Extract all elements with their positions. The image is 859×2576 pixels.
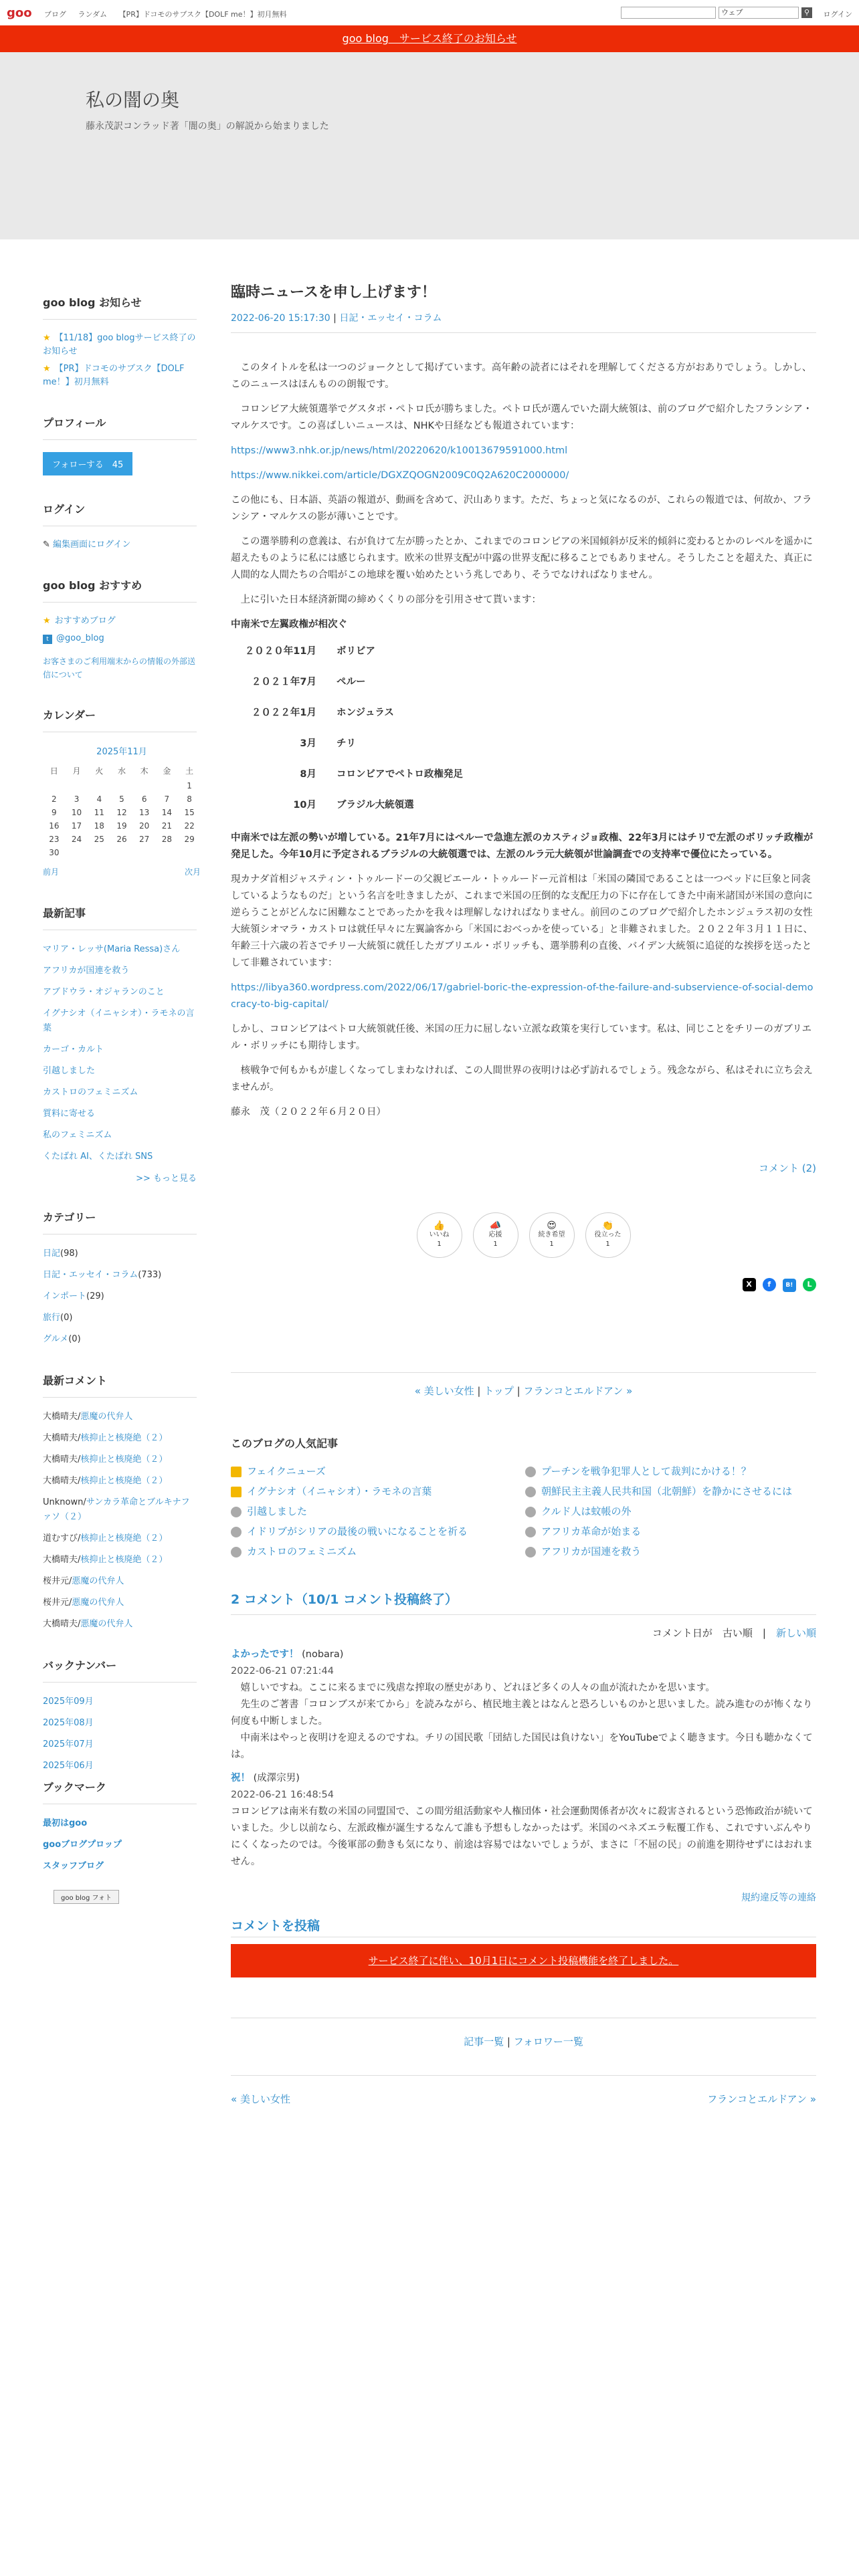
category-name[interactable]: グルメ xyxy=(43,1334,69,1344)
post-subhead: 中南米で左翼政権が相次ぐ xyxy=(231,619,347,630)
calendar-day xyxy=(88,846,110,859)
footer-post-nav xyxy=(231,2075,816,2112)
calendar-day xyxy=(178,846,201,859)
prev-post-link[interactable]: « 美しい女性 xyxy=(414,1385,474,1397)
category-item[interactable] xyxy=(43,1289,197,1304)
recommend-widget xyxy=(43,577,197,681)
nav-random-link[interactable]: ランダム xyxy=(78,10,108,19)
megaphone-icon: 📣 xyxy=(489,1220,502,1231)
comment-text: 嬉しいですね。ここに来るまでに残虐な搾取の歴史があり、どれほど多くの人々の血が流れたかを思います。 先生のご著書「コロンブスが来てから」を読みながら、植民地主義とはなんと恐ろしいものかと思いました。読み進むのが怖くなり何度も中断しました。 中南米はやっと夜明けを迎えるのですね。チリの国民歌「団結した国民は負けない」をYouTubeでよく聴きます。今日も聴かなくては。 xyxy=(231,1683,813,1760)
post-list-link[interactable]: 記事一覧 xyxy=(464,2036,504,2048)
news-item[interactable]: ★ 【11/18】goo blogサービス終了のお知らせ xyxy=(43,332,197,358)
post-body xyxy=(231,360,816,1121)
backnumber-link[interactable]: 2025年08月 xyxy=(43,1718,94,1728)
comment-post-link[interactable]: 悪魔の代弁人 xyxy=(80,1619,133,1629)
clap-icon: 👏 xyxy=(601,1220,614,1231)
calendar-day[interactable]: 14 xyxy=(161,808,172,817)
calendar-day[interactable]: 17 xyxy=(71,821,82,831)
goo-logo[interactable]: goo xyxy=(7,6,32,20)
search-scope-select[interactable]: ウェブ xyxy=(719,7,799,19)
recent-post-link[interactable]: アフリカが国連を救う xyxy=(43,966,130,976)
timeline-event: コロンビアでペトロ政権発足 xyxy=(337,769,463,780)
bookmark-link[interactable]: gooブログプロップ xyxy=(43,1840,122,1850)
calendar-day xyxy=(133,846,156,859)
comment-author: 大橋晴夫/ xyxy=(43,1433,81,1443)
comment-author: (成澤宗男) xyxy=(253,1773,300,1784)
comment-date: 2022-06-21 16:48:54 xyxy=(231,1790,334,1800)
calendar-nav xyxy=(43,866,201,879)
category-name[interactable]: 旅行 xyxy=(43,1313,61,1323)
calendar-day xyxy=(156,846,179,859)
profile-widget xyxy=(43,415,197,475)
timeline-row xyxy=(231,636,816,667)
calendar-day[interactable]: 1 xyxy=(187,781,192,790)
x-icon: t xyxy=(43,635,52,644)
backnumber-widget xyxy=(43,1657,197,1771)
comment-post-link[interactable]: 悪魔の代弁人 xyxy=(72,1576,124,1586)
news-widget xyxy=(43,294,197,389)
category-item[interactable] xyxy=(43,1268,197,1283)
reaction-count: 1 xyxy=(493,1241,498,1248)
service-end-link[interactable]: goo blog サービス終了のお知らせ xyxy=(342,32,517,45)
calendar-weekday: 月 xyxy=(72,766,81,776)
reaction-button[interactable] xyxy=(417,1212,462,1258)
comment-author: 大橋晴夫/ xyxy=(43,1555,81,1565)
recent-comment xyxy=(43,1596,197,1610)
calendar-day xyxy=(133,779,156,792)
reaction-count: 1 xyxy=(605,1241,610,1248)
nav-pr-link[interactable]: 【PR】ドコモのサブスク【DOLF me！】初月無料 xyxy=(118,10,287,19)
facebook-share-icon[interactable]: f xyxy=(763,1278,776,1291)
goo-blog-photo-button[interactable]: goo blog フォト xyxy=(54,1890,119,1904)
comment-closed-banner xyxy=(231,1944,816,1977)
external-info-link[interactable]: お客さまのご利用端末からの情報の外部送信について xyxy=(43,657,196,679)
comments-heading: 2 コメント（10/1 コメント投稿終了） xyxy=(231,1592,458,1607)
post-paragraph: この他にも、日本語、英語の報道が、動画を含めて、沢山あります。ただ、ちょっと気になるのが、これらの報道では、何故か、フランシア・マルケスの影が薄いことです。 xyxy=(231,495,812,522)
recent-post-link[interactable]: 私のフェミニズム xyxy=(43,1130,112,1140)
report-link[interactable]: 規約違反等の連絡 xyxy=(741,1893,816,1903)
post-comment-title: コメントを投稿 xyxy=(231,1916,816,1937)
libya360-link[interactable]: https://libya360.wordpress.com/2022/06/17/gabriel-boric-the-expression-of-the-failure-and-subservience-of-social-democracy-to-big-capital/ xyxy=(231,982,814,1010)
backnumber-link[interactable]: 2025年09月 xyxy=(43,1697,94,1707)
category-count: (733) xyxy=(138,1270,162,1280)
edit-login-link[interactable]: 編集画面にログイン xyxy=(53,540,131,550)
footer-prev-link[interactable]: « 美しい女性 xyxy=(231,2093,290,2105)
hatena-share-icon[interactable]: B! xyxy=(783,1279,796,1292)
timeline-date: 3月 xyxy=(300,738,316,749)
post-meta: 2022-06-20 15:17:30 | 日記・エッセイ・コラム xyxy=(231,313,442,324)
calendar-day xyxy=(43,779,66,792)
login-link[interactable]: ログイン xyxy=(823,10,852,19)
calendar-day[interactable]: 21 xyxy=(161,821,172,831)
search-input[interactable] xyxy=(621,7,716,19)
line-share-icon[interactable]: L xyxy=(803,1278,816,1291)
top-search xyxy=(621,7,812,19)
share-buttons xyxy=(231,1278,816,1292)
calendar-day[interactable]: 11 xyxy=(94,808,104,817)
comment-author: (nobara) xyxy=(302,1649,344,1660)
post-paragraph: 核戦争で何もかもが虚しくなってしまわなければ、この人間世界の夜明けは必ず訪れるでしょう。残念ながら、私はそれに立ち会えませんが。 xyxy=(231,1065,813,1093)
comment-post-link[interactable]: 悪魔の代弁人 xyxy=(80,1412,133,1422)
sort-new-link[interactable]: 新しい順 xyxy=(775,1627,816,1639)
timeline-row xyxy=(231,667,816,697)
calendar-day[interactable]: 26 xyxy=(116,835,127,844)
category-count: (29) xyxy=(86,1291,104,1301)
timeline xyxy=(231,636,816,821)
timeline-event: ボリビア xyxy=(337,646,375,657)
reaction-button[interactable] xyxy=(529,1212,575,1258)
comment-post-link[interactable]: 核抑止と核廃絶（２） xyxy=(80,1555,168,1565)
popular-post-link[interactable]: イグナシオ（イニャシオ）・ラモネの言葉 xyxy=(231,1484,432,1498)
comment-item xyxy=(231,1770,816,1870)
timeline-row xyxy=(231,728,816,759)
comment-author: 桜井元/ xyxy=(43,1598,72,1608)
recent-post-link[interactable]: カストロのフェミニズム xyxy=(43,1087,138,1097)
comment-post-link[interactable]: 核抑止と核廃絶（２） xyxy=(80,1533,168,1543)
login-widget xyxy=(43,501,197,552)
timeline-event: ホンジュラス xyxy=(337,708,394,718)
popular-post-link[interactable]: 朝鮮民主主義人民共和国（北朝鮮）を静かにさせるには xyxy=(525,1484,792,1498)
popular-post-link[interactable]: イドリブがシリアの最後の戦いになることを祈る xyxy=(231,1524,468,1538)
comments-widget-title: 最新コメント xyxy=(43,1372,197,1398)
comment-author: 桜井元/ xyxy=(43,1576,72,1586)
reaction-label: いいね xyxy=(429,1231,450,1239)
footer-links: 記事一覧 | フォロワー一覧 xyxy=(231,2018,816,2048)
comment-post-link[interactable]: サンカラ革命とブルキナファソ（２） xyxy=(43,1497,190,1522)
category-item[interactable] xyxy=(43,1247,197,1261)
post-signature: 藤永 茂（２０２２年６月２０日） xyxy=(231,1107,386,1117)
recommend-item[interactable]: t @goo_blog xyxy=(43,632,197,645)
post-paragraph: この選挙勝利の意義は、右が負けて左が勝ったとか、これまでのコロンビアの米国傾斜が反米的傾斜に変わるとかのレベルを遥かに超えたものように私には感じられます。欧米の世界支配が中露の世界支配に移ることでもありません。そうしたことを超えた、真正に人間的な人間たちの合唱がこの地球を覆い始めたという兆しであり、そうでなければなりません。 xyxy=(231,536,813,580)
post-navigation: « 美しい女性 | トップ | フランコとエルドアン » xyxy=(231,1372,816,1398)
calendar-day[interactable]: 12 xyxy=(116,808,127,817)
x-share-icon[interactable]: X xyxy=(743,1278,756,1291)
edit-login-item[interactable] xyxy=(43,538,197,552)
calendar-day[interactable]: 22 xyxy=(184,821,195,831)
calendar-day[interactable]: 24 xyxy=(71,835,82,844)
comment-item xyxy=(231,1646,816,1763)
bookmark-link[interactable]: 最初はgoo xyxy=(43,1818,88,1828)
timeline-row xyxy=(231,759,816,790)
recent-post-link[interactable]: マリア・レッサ(Maria Ressa)さん xyxy=(43,944,181,954)
calendar-day[interactable]: 4 xyxy=(96,794,102,804)
next-post-link[interactable]: フランコとエルドアン » xyxy=(523,1385,633,1397)
calendar-day[interactable]: 23 xyxy=(49,835,60,844)
category-count: (0) xyxy=(60,1313,73,1323)
reaction-row xyxy=(231,1212,816,1258)
nhk-link[interactable]: https://www3.nhk.or.jp/news/html/20220620/k10013679591000.html xyxy=(231,445,568,456)
popular-posts xyxy=(231,1435,816,1558)
timeline-date: ２０２１年7月 xyxy=(251,677,316,687)
top-bar xyxy=(0,0,859,26)
comment-post-link[interactable]: 核抑止と核廃絶（２） xyxy=(80,1433,168,1443)
calendar-weekday: 水 xyxy=(117,766,126,776)
recent-comment xyxy=(43,1574,197,1589)
calendar-month[interactable]: 2025年11月 xyxy=(96,747,147,757)
news-widget-title: goo blog お知らせ xyxy=(43,294,197,320)
calendar-day[interactable]: 25 xyxy=(94,835,104,844)
comment-date: 2022-06-21 07:21:44 xyxy=(231,1666,334,1677)
calendar-day[interactable]: 8 xyxy=(187,794,192,804)
recent-post-link[interactable]: カーゴ・カルト xyxy=(43,1045,104,1055)
comment-post-link[interactable]: 核抑止と核廃絶（２） xyxy=(80,1455,168,1465)
calendar-widget-title: カレンダー xyxy=(43,707,197,732)
timeline-row xyxy=(231,697,816,728)
comments-widget xyxy=(43,1372,197,1632)
comment-author: 大橋晴夫/ xyxy=(43,1476,81,1486)
search-icon[interactable]: ⚲ xyxy=(801,7,812,18)
backnumber-widget-title: バックナンバー xyxy=(43,1657,197,1683)
recent-more-link[interactable]: >> もっと見る xyxy=(136,1174,197,1184)
nikkei-link[interactable]: https://www.nikkei.com/article/DGXZQOGN2009C0Q2A620C2000000/ xyxy=(231,470,569,481)
bookmark-link[interactable]: スタッフブログ xyxy=(43,1861,104,1871)
calendar-day[interactable]: 30 xyxy=(49,848,60,857)
calendar-day[interactable]: 29 xyxy=(184,835,195,844)
nav-blog-link[interactable]: ブログ xyxy=(44,10,66,19)
calendar-day[interactable]: 3 xyxy=(74,794,80,804)
timeline-date: 10月 xyxy=(293,800,316,811)
category-count: (0) xyxy=(68,1334,81,1344)
recent-comment xyxy=(43,1410,197,1424)
reaction-label: 続き希望 xyxy=(538,1231,565,1239)
news-item[interactable]: ★ 【PR】ドコモのサブスク【DOLF me！】初月無料 xyxy=(43,362,197,389)
thumbs-up-icon: 👍 xyxy=(433,1220,446,1231)
heart-eyes-icon: 😍 xyxy=(547,1220,557,1231)
post-date[interactable]: 2022-06-20 15:17:30 xyxy=(231,313,330,324)
comment-count-link[interactable]: コメント (2) xyxy=(758,1162,816,1174)
comment-title[interactable]: よかったです！ xyxy=(231,1649,299,1660)
popular-post-link[interactable]: 引越しました xyxy=(231,1504,307,1518)
timeline-row xyxy=(231,790,816,821)
comment-author: 大橋晴夫/ xyxy=(43,1455,81,1465)
calendar-table xyxy=(43,762,201,859)
calendar-day[interactable]: 27 xyxy=(139,835,150,844)
recent-comment xyxy=(43,1431,197,1446)
calendar-widget xyxy=(43,707,201,879)
recent-post-link[interactable]: くたばれ AI、くたばれ SNS xyxy=(43,1152,153,1162)
reaction-label: 応援 xyxy=(488,1231,502,1239)
category-widget xyxy=(43,1209,197,1347)
calendar-day xyxy=(156,779,179,792)
calendar-day[interactable]: 13 xyxy=(139,808,150,817)
popular-post-link[interactable]: アフリカが国連を救う xyxy=(525,1544,641,1558)
post-paragraph: 上に引いた日本経済新聞の締めくくりの部分を引用させて貰います： xyxy=(231,595,541,605)
follow-button[interactable]: フォローする 45 xyxy=(43,452,132,475)
profile-widget-title: プロフィール xyxy=(43,415,197,440)
reaction-button[interactable] xyxy=(585,1212,631,1258)
timeline-event: チリ xyxy=(337,738,356,749)
calendar-day[interactable]: 18 xyxy=(94,821,104,831)
footer-next-link[interactable]: フランコとエルドアン » xyxy=(707,2093,816,2105)
post-paragraph: コロンビア大統領選挙でグスタボ・ペトロ氏が勝ちました。ペトロ氏が選んでいた副大統領は、前のブログで紹介したフランシア・マルケスです。この喜ばしいニュースは、NHKや日経なども報道されています： xyxy=(231,404,813,431)
popular-post-link[interactable]: プーチンを戦争犯罪人として裁判にかける！？ xyxy=(525,1464,751,1478)
bookmark-widget-title: ブックマーク xyxy=(43,1779,197,1804)
top-link[interactable]: トップ xyxy=(484,1385,514,1397)
timeline-date: 8月 xyxy=(300,769,316,780)
calendar-day[interactable]: 2 xyxy=(52,794,57,804)
popular-title: このブログの人気記事 xyxy=(231,1437,339,1450)
calendar-day xyxy=(66,779,88,792)
recent-post-link[interactable]: 引越しました xyxy=(43,1066,96,1076)
category-name[interactable]: インポート xyxy=(43,1291,87,1301)
calendar-day[interactable]: 7 xyxy=(164,794,170,804)
recent-comment xyxy=(43,1617,197,1632)
sort-old-link[interactable]: 古い順 xyxy=(722,1627,753,1639)
recent-post-link[interactable]: イグナシオ（イニャシオ）・ラモネの言葉 xyxy=(43,1008,195,1033)
main-content xyxy=(231,281,816,2112)
calendar-weekday: 火 xyxy=(95,766,104,776)
sidebar xyxy=(43,294,201,1929)
bookmark-widget xyxy=(43,1779,197,1904)
comment-closed-text[interactable]: サービス終了に伴い、10月1日にコメント投稿機能を終了しました。 xyxy=(368,1955,679,1967)
calendar-day[interactable]: 16 xyxy=(49,821,60,831)
timeline-date: ２０２０年11月 xyxy=(244,646,316,657)
recent-comment xyxy=(43,1495,197,1525)
timeline-date: ２０２２年1月 xyxy=(251,708,316,718)
popular-post-link[interactable]: カストロのフェミニズム xyxy=(231,1544,357,1558)
reaction-label: 役立った xyxy=(594,1231,622,1239)
login-widget-title: ログイン xyxy=(43,501,197,526)
comment-title[interactable]: 祝！ xyxy=(231,1773,250,1784)
category-widget-title: カテゴリー xyxy=(43,1209,197,1235)
calendar-weekday: 金 xyxy=(163,766,171,776)
blog-subtitle: 藤永茂訳コンラッド著「闇の奥」の解説から始まりました xyxy=(86,121,329,132)
calendar-weekday: 土 xyxy=(185,766,194,776)
comment-sort: コメント日が 古い順 | 新しい順 xyxy=(652,1627,816,1639)
popular-post-link[interactable]: クルド人は蚊帳の外 xyxy=(525,1504,632,1518)
blog-header xyxy=(0,52,859,239)
backnumber-link[interactable]: 2025年06月 xyxy=(43,1761,94,1771)
comment-post-link[interactable]: 核抑止と核廃絶（２） xyxy=(80,1476,168,1486)
calendar-day[interactable]: 19 xyxy=(116,821,127,831)
calendar-day xyxy=(110,779,133,792)
calendar-day[interactable]: 28 xyxy=(161,835,172,844)
reaction-count: 1 xyxy=(549,1241,554,1248)
calendar-day xyxy=(110,846,133,859)
recent-post-link[interactable]: アブドウラ・オジャランのこと xyxy=(43,987,165,997)
category-item[interactable] xyxy=(43,1311,197,1325)
backnumber-link[interactable]: 2025年07月 xyxy=(43,1739,94,1749)
post-paragraph: 現カナダ首相ジャスティン・トゥルードーの父親ピエール・トゥルードー元首相は「米国の隣国であることは一つベッドに巨象と同衾しているようなものだ」という名言を吐きましたが、これまで米国の圧倒的な支配圧力の下に存在してきた中南米諸国が米国の意向に逆らうことがどんなに困難なことであったかを我々は理解しなければなりません。前回のこのブログで紹介したホンジュラス初の女性大統領シオマラ・カストロは就任早々に左翼論客から「米国におべっかを使っている」と非難されました。２０２２年３月１１日に、年齢三十六歳の若さでチリー大統領に就任したガブリエル・ボリッチも、選挙勝利の直後、バイデン大統領に追従的な挨拶を送ったとして非難されています： xyxy=(231,874,813,968)
reaction-button[interactable] xyxy=(473,1212,518,1258)
calendar-next-link[interactable]: 次月 xyxy=(184,867,201,877)
recommend-item[interactable]: ★ おすすめブログ xyxy=(43,615,197,628)
post-paragraph: 中南米では左派の勢いが増している。21年7月にはペルーで急進左派のカスティジョ政権、22年3月にはチリで左派のボリッチ政権が発足した。今年10月に予定されるブラジルの大統領選では、左派のルラ元大統領が世論調査での支持率で優位にたっている。 xyxy=(231,833,814,860)
recent-widget-title: 最新記事 xyxy=(43,905,197,930)
calendar-day[interactable]: 10 xyxy=(71,808,82,817)
post-paragraph: しかし、コロンビアはペトロ大統領就任後、米国の圧力に屈しない立派な政策を実行しています。私は、同じことをチリーのガブリエル・ボリッチにも期待します。 xyxy=(231,1024,812,1051)
calendar-day xyxy=(66,846,88,859)
timeline-event: ペルー xyxy=(337,677,366,687)
calendar-day xyxy=(88,779,110,792)
category-count: (98) xyxy=(60,1249,78,1259)
comment-author: 大橋晴夫/ xyxy=(43,1412,81,1422)
recent-comment xyxy=(43,1531,197,1546)
category-name[interactable]: 日記・エッセイ・コラム xyxy=(43,1270,138,1280)
reaction-count: 1 xyxy=(437,1241,442,1248)
category-item[interactable] xyxy=(43,1332,197,1347)
follower-list-link[interactable]: フォロワー一覧 xyxy=(513,2036,583,2048)
popular-post-link[interactable]: アフリカ革命が始まる xyxy=(525,1524,641,1538)
blog-title[interactable]: 私の闇の奥 xyxy=(86,89,180,111)
timeline-event: ブラジル大統領選 xyxy=(337,800,414,811)
top-nav xyxy=(44,9,296,19)
comment-author: 道むすび/ xyxy=(43,1533,81,1543)
calendar-day[interactable]: 5 xyxy=(119,794,124,804)
post-title[interactable]: 臨時ニュースを申し上げます！ xyxy=(231,284,436,301)
post-paragraph: このタイトルを私は一つのジョークとして掲げています。高年齢の読者にはそれを理解してくださる方がおありでしょう。しかし、このニュースはほんものの朗報です。 xyxy=(231,362,812,390)
calendar-prev-link[interactable]: 前月 xyxy=(43,867,60,877)
calendar-weekday: 日 xyxy=(50,766,58,776)
calendar-day[interactable]: 20 xyxy=(139,821,150,831)
recent-widget xyxy=(43,905,197,1184)
recent-comment xyxy=(43,1453,197,1467)
calendar-day[interactable]: 9 xyxy=(52,808,57,817)
popular-post-link[interactable]: フェイクニューズ xyxy=(231,1464,326,1478)
pencil-icon: ✎ xyxy=(43,540,54,550)
post-category[interactable]: 日記・エッセイ・コラム xyxy=(339,313,442,324)
recent-comment xyxy=(43,1474,197,1489)
recent-post-link[interactable]: 質料に寄せる xyxy=(43,1109,96,1119)
recommend-widget-title: goo blog おすすめ xyxy=(43,577,197,603)
service-end-banner xyxy=(0,25,859,52)
comment-post-link[interactable]: 悪魔の代弁人 xyxy=(72,1598,124,1608)
comment-author: 大橋晴夫/ xyxy=(43,1619,81,1629)
calendar-weekday: 木 xyxy=(140,766,149,776)
recent-comment xyxy=(43,1553,197,1568)
comment-author: Unknown/ xyxy=(43,1497,86,1507)
comment-text: コロンビアは南米有数の米国の同盟国で、この間労組活動家や人権団体・社会運動関係者が次々に殺害されるという恐怖政治が続いていました。少し以前なら、左派政権が誕生するなんて誰も予想もしなかったはず。米国のベネズエラ転覆工作も、これですいぶんやりにくくなったのでは。今後軍部の動きも気になり、前途は容易ではないでしょうが、まさに「不屈の民」の前進を期待せずにはおれません。 xyxy=(231,1806,813,1867)
calendar-day[interactable]: 6 xyxy=(141,794,147,804)
category-name[interactable]: 日記 xyxy=(43,1249,61,1259)
calendar-day[interactable]: 15 xyxy=(184,808,195,817)
